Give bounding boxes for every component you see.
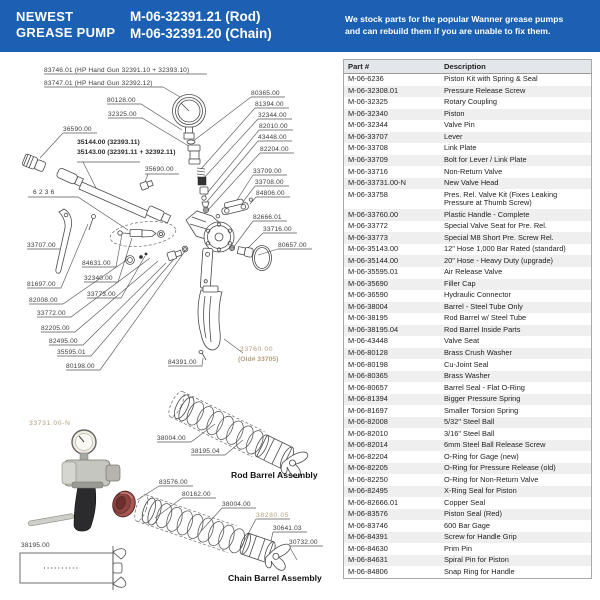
part-number-cell: M-06-33760.00 <box>348 209 399 219</box>
table-row <box>344 155 592 167</box>
part-description-cell: Brass Washer <box>444 371 491 381</box>
part-label: 35143.00 (32391.11 + 32392.11) <box>77 149 176 156</box>
part-label: 82008.00 <box>29 297 58 304</box>
parts-table <box>343 59 592 579</box>
table-row <box>344 244 592 256</box>
part-description-cell: 12" Hose 1,000 Bar Rated (standard) <box>444 244 566 254</box>
part-description-cell: Piston Seal (Red) <box>444 509 502 519</box>
part-label: 38195.00 <box>21 542 50 549</box>
stock-note-line-2: and can rebuild them if you are unable to fix them. <box>345 26 551 37</box>
part-label: 33708.00 <box>255 179 284 186</box>
table-row <box>344 74 592 86</box>
part-number-cell: M-06-35690 <box>348 278 388 288</box>
seal-and-valve-drawing <box>229 245 271 270</box>
part-description-cell: Rod Barrel Inside Parts <box>444 324 521 334</box>
parts-table-container <box>343 59 592 579</box>
table-row <box>344 359 592 371</box>
part-label: 38004.00 <box>157 435 186 442</box>
part-description-cell: Pres. Rel. Valve Kit (Fixes Leaking Pressure at Thumb Screw) <box>444 189 558 208</box>
part-label: 81394.00 <box>255 101 284 108</box>
assembly-label: Rod Barrel Assembly <box>231 470 318 480</box>
table-row <box>344 474 592 486</box>
table-row <box>344 166 592 178</box>
table-row <box>344 189 592 209</box>
chain-barrel-drawing <box>109 488 292 573</box>
valve-kit-drawing <box>109 218 177 250</box>
stock-note <box>345 13 563 37</box>
assembly-label: Chain Barrel Assembly <box>228 573 322 583</box>
part-number-cell: M-06-33716 <box>348 166 388 176</box>
pressure-gauge-drawing <box>173 95 206 140</box>
part-label: 84806.00 <box>256 190 285 197</box>
part-label: 83746.01 (HP Hand Gun 32391.10 + 32393.10) <box>44 67 190 74</box>
part-description-cell: Valve Seat <box>444 336 480 346</box>
table-row <box>344 451 592 463</box>
part-number-cell: M-06-82008 <box>348 417 388 427</box>
part-label: 33716.00 <box>263 226 292 233</box>
part-number-cell: M-06-38195 <box>348 313 388 323</box>
table-row <box>344 221 592 233</box>
table-header-row <box>344 60 592 74</box>
description-header: Description <box>440 60 592 74</box>
part-number-cell: M-06-36590 <box>348 290 388 300</box>
table-row <box>344 463 592 475</box>
part-number-cell: M-06-83576 <box>348 509 388 519</box>
part-number-cell: M-06-32308.01 <box>348 85 399 95</box>
rod-barrel-drawing <box>165 389 310 480</box>
title-line-2: GREASE PUMP <box>16 25 116 41</box>
link-plate-drawing <box>213 196 254 218</box>
part-description-cell: Piston <box>444 108 465 118</box>
part-label: 80128.00 <box>107 97 136 104</box>
table-row <box>344 555 592 567</box>
model-numbers <box>130 9 272 43</box>
part-number-cell: M-06-33708 <box>348 143 388 153</box>
part-label: 82010.00 <box>259 123 288 130</box>
part-label: 35690.00 <box>145 166 174 173</box>
part-number-cell: M-06-43448 <box>348 336 388 346</box>
table-row <box>344 178 592 190</box>
part-label: 80657.00 <box>278 242 307 249</box>
part-label: 80365.00 <box>251 90 280 97</box>
part-description-cell: Valve Pin <box>444 120 475 130</box>
part-label: 33707.00 <box>27 242 56 249</box>
table-row <box>344 97 592 109</box>
model-chain: M-06-32391.20 (Chain) <box>130 25 272 41</box>
part-number-cell: M-06-32325 <box>348 97 388 107</box>
part-description-cell: Special Valve Seat for Pre. Rel. <box>444 221 547 231</box>
table-row <box>344 267 592 279</box>
part-number-cell: M-06-83746 <box>348 520 388 530</box>
exploded-parts-diagram <box>0 52 342 600</box>
table-row <box>344 497 592 509</box>
steel-tube-drawing <box>20 546 126 590</box>
table-row <box>344 348 592 360</box>
part-description-cell: Link Plate <box>444 143 477 153</box>
part-description-cell: Snap Ring for Handle <box>444 566 515 576</box>
table-row <box>344 394 592 406</box>
part-number-cell: M-06-80657 <box>348 382 388 392</box>
table-row <box>344 509 592 521</box>
part-label: 38195.04 <box>191 448 220 455</box>
part-description-cell: O-Ring for Pressure Release (old) <box>444 463 556 473</box>
part-label: 35144.00 (32393.11) <box>77 139 140 146</box>
part-label: 83576.00 <box>159 479 188 486</box>
table-row <box>344 232 592 244</box>
part-number-cell: M-06-33709 <box>348 155 388 164</box>
part-label: 32340.00 <box>84 275 113 282</box>
part-label: (Old# 33705) <box>238 356 279 363</box>
part-number-cell: M-06-80128 <box>348 347 388 357</box>
part-label: 33731.00-N <box>29 420 71 427</box>
part-number-cell: M-06-35595.01 <box>348 267 399 277</box>
part-label: 43448.00 <box>258 134 287 141</box>
part-label: 33760.00 <box>240 346 274 353</box>
part-label: 82666.01 <box>253 214 282 221</box>
part-description-cell: Screw for Handle Grip <box>444 532 517 542</box>
pump-body-drawing <box>186 211 234 360</box>
part-number-header: Part # <box>344 60 441 74</box>
part-description-cell: Spiral Pin for Piston <box>444 555 509 565</box>
stock-note-line-1: We stock parts for the popular Wanner grease pumps <box>345 14 564 24</box>
part-label: 82205.00 <box>41 325 70 332</box>
part-number-cell: M-06-81697 <box>348 405 388 415</box>
part-description-cell: 20" Hose - Heavy Duty (upgrade) <box>444 255 554 265</box>
part-number-cell: M-06-82014 <box>348 440 388 450</box>
table-row <box>344 86 592 98</box>
part-number-cell: M-06-35144.00 <box>348 255 399 265</box>
part-description-cell: 6mm Steel Ball Release Screw <box>444 440 546 450</box>
part-number-cell: M-06-84806 <box>348 566 388 576</box>
part-description-cell: Barrel - Steel Tube Only <box>444 301 523 311</box>
part-description-cell: Plastic Handle - Complete <box>444 209 530 219</box>
title-line-1: NEWEST <box>16 9 74 24</box>
part-number-cell: M-06-33731.00-N <box>348 178 406 188</box>
part-label: 82204.00 <box>260 146 289 153</box>
table-row <box>344 371 592 383</box>
part-description-cell: 5/32" Steel Ball <box>444 417 495 427</box>
table-row <box>344 417 592 429</box>
part-label: 84391.00 <box>168 359 197 366</box>
part-label: 30641.03 <box>273 525 302 532</box>
part-label: 33772.00 <box>37 310 66 317</box>
part-number-cell: M-06-35143.00 <box>348 244 399 254</box>
part-number-cell: M-06-84630 <box>348 543 388 553</box>
table-row <box>344 532 592 544</box>
part-number-cell: M-06-80365 <box>348 371 388 381</box>
part-description-cell: Non-Return Valve <box>444 166 503 176</box>
table-row <box>344 566 592 578</box>
part-number-cell: M-06-33758 <box>348 189 388 199</box>
table-row <box>344 209 592 221</box>
table-row <box>344 336 592 348</box>
part-number-cell: M-06-38195.04 <box>348 324 399 334</box>
part-description-cell: Copper Seal <box>444 497 486 507</box>
part-description-cell: Smaller Torsion Spring <box>444 405 519 415</box>
part-number-cell: M-06-80198 <box>348 359 388 369</box>
part-description-cell: Piston Kit with Spring & Seal <box>444 74 538 84</box>
part-description-cell: Special M8 Short Pre. Screw Rel. <box>444 232 554 242</box>
part-number-cell: M-06-33707 <box>348 131 388 141</box>
part-label: 80198.00 <box>66 363 95 370</box>
part-label: 36590.00 <box>63 126 92 133</box>
part-description-cell: Prim Pin <box>444 543 472 553</box>
part-number-cell: M-06-81394 <box>348 394 388 404</box>
part-description-cell: New Valve Head <box>444 178 499 188</box>
part-label: 35595.01 <box>57 349 86 356</box>
part-description-cell: Bigger Pressure Spring <box>444 394 521 404</box>
table-row <box>344 255 592 267</box>
part-number-cell: M-06-82495 <box>348 486 388 496</box>
part-description-cell: Filler Cap <box>444 278 476 288</box>
part-label: 84631.00 <box>82 260 111 267</box>
part-number-cell: M-06-82250 <box>348 474 388 484</box>
part-number-cell: M-06-33772 <box>348 221 388 231</box>
table-row <box>344 302 592 314</box>
model-rod: M-06-32391.21 (Rod) <box>130 9 261 24</box>
part-number-cell: M-06-82205 <box>348 463 388 473</box>
part-description-cell: Air Release Valve <box>444 267 503 277</box>
part-number-cell: M-06-33773 <box>348 232 388 242</box>
table-row <box>344 405 592 417</box>
part-description-cell: Lever <box>444 131 463 141</box>
pump-photo <box>28 430 120 531</box>
part-number-cell: M-06-84631 <box>348 555 388 565</box>
table-row <box>344 440 592 452</box>
part-label: 83747.01 (HP Hand Gun 32392.12) <box>44 80 153 87</box>
part-label: 33773.00 <box>87 291 116 298</box>
table-row <box>344 143 592 155</box>
part-label: 32325.00 <box>108 111 137 118</box>
table-row <box>344 313 592 325</box>
part-description-cell: Cu-Joint Seal <box>444 359 489 369</box>
part-description-cell: Barrel Seal - Flat O-Ring <box>444 382 525 392</box>
part-number-cell: M-06-82666.01 <box>348 497 399 507</box>
table-row <box>344 520 592 532</box>
part-label: 32344.00 <box>258 112 287 119</box>
part-number-cell: M-06-32344 <box>348 120 388 130</box>
table-row <box>344 132 592 144</box>
part-number-cell: M-06-84391 <box>348 532 388 542</box>
part-number-cell: M-06-82010 <box>348 428 388 438</box>
part-number-cell: M-06-82204 <box>348 451 388 461</box>
part-description-cell: Bolt for Lever / Link Plate <box>444 155 527 164</box>
part-description-cell: Brass Crush Washer <box>444 347 512 357</box>
part-label: 82495.00 <box>49 338 78 345</box>
part-description-cell: O-Ring for Non-Return Valve <box>444 474 539 484</box>
part-description-cell: Pressure Release Screw <box>444 85 526 95</box>
part-number-cell: M-06-38004 <box>348 301 388 311</box>
table-row <box>344 543 592 555</box>
table-row <box>344 325 592 337</box>
part-description-cell: Hydraulic Connector <box>444 290 511 300</box>
part-description-cell: Rod Barrel w/ Steel Tube <box>444 313 527 323</box>
part-label: 6236 <box>33 189 57 196</box>
page-title <box>16 9 115 42</box>
part-description-cell: Rotary Coupling <box>444 97 497 107</box>
red-piston-seal <box>109 488 138 520</box>
part-label: 38280.05 <box>256 512 290 519</box>
part-label: 30732.00 <box>289 539 318 546</box>
part-label: 38004.00 <box>222 501 251 508</box>
part-description-cell: O-Ring for Gage (new) <box>444 451 519 461</box>
part-description-cell: 3/16" Steel Ball <box>444 428 495 438</box>
part-label: 81697.00 <box>27 281 56 288</box>
part-number-cell: M-06-32340 <box>348 108 388 118</box>
table-row <box>344 279 592 291</box>
table-row <box>344 428 592 440</box>
part-label: 33709.00 <box>253 168 282 175</box>
table-row <box>344 120 592 132</box>
part-description-cell: X-Ring Seal for Piston <box>444 486 517 496</box>
parts-table-body <box>344 74 592 579</box>
table-row <box>344 109 592 121</box>
table-row <box>344 382 592 394</box>
part-description-cell: 600 Bar Gage <box>444 520 491 530</box>
header-bar <box>0 0 600 52</box>
table-row <box>344 290 592 302</box>
part-label: 80162.00 <box>182 491 211 498</box>
inlet-parts-drawing <box>126 246 188 264</box>
table-row <box>344 486 592 498</box>
part-number-cell: M-06-6236 <box>348 74 384 84</box>
